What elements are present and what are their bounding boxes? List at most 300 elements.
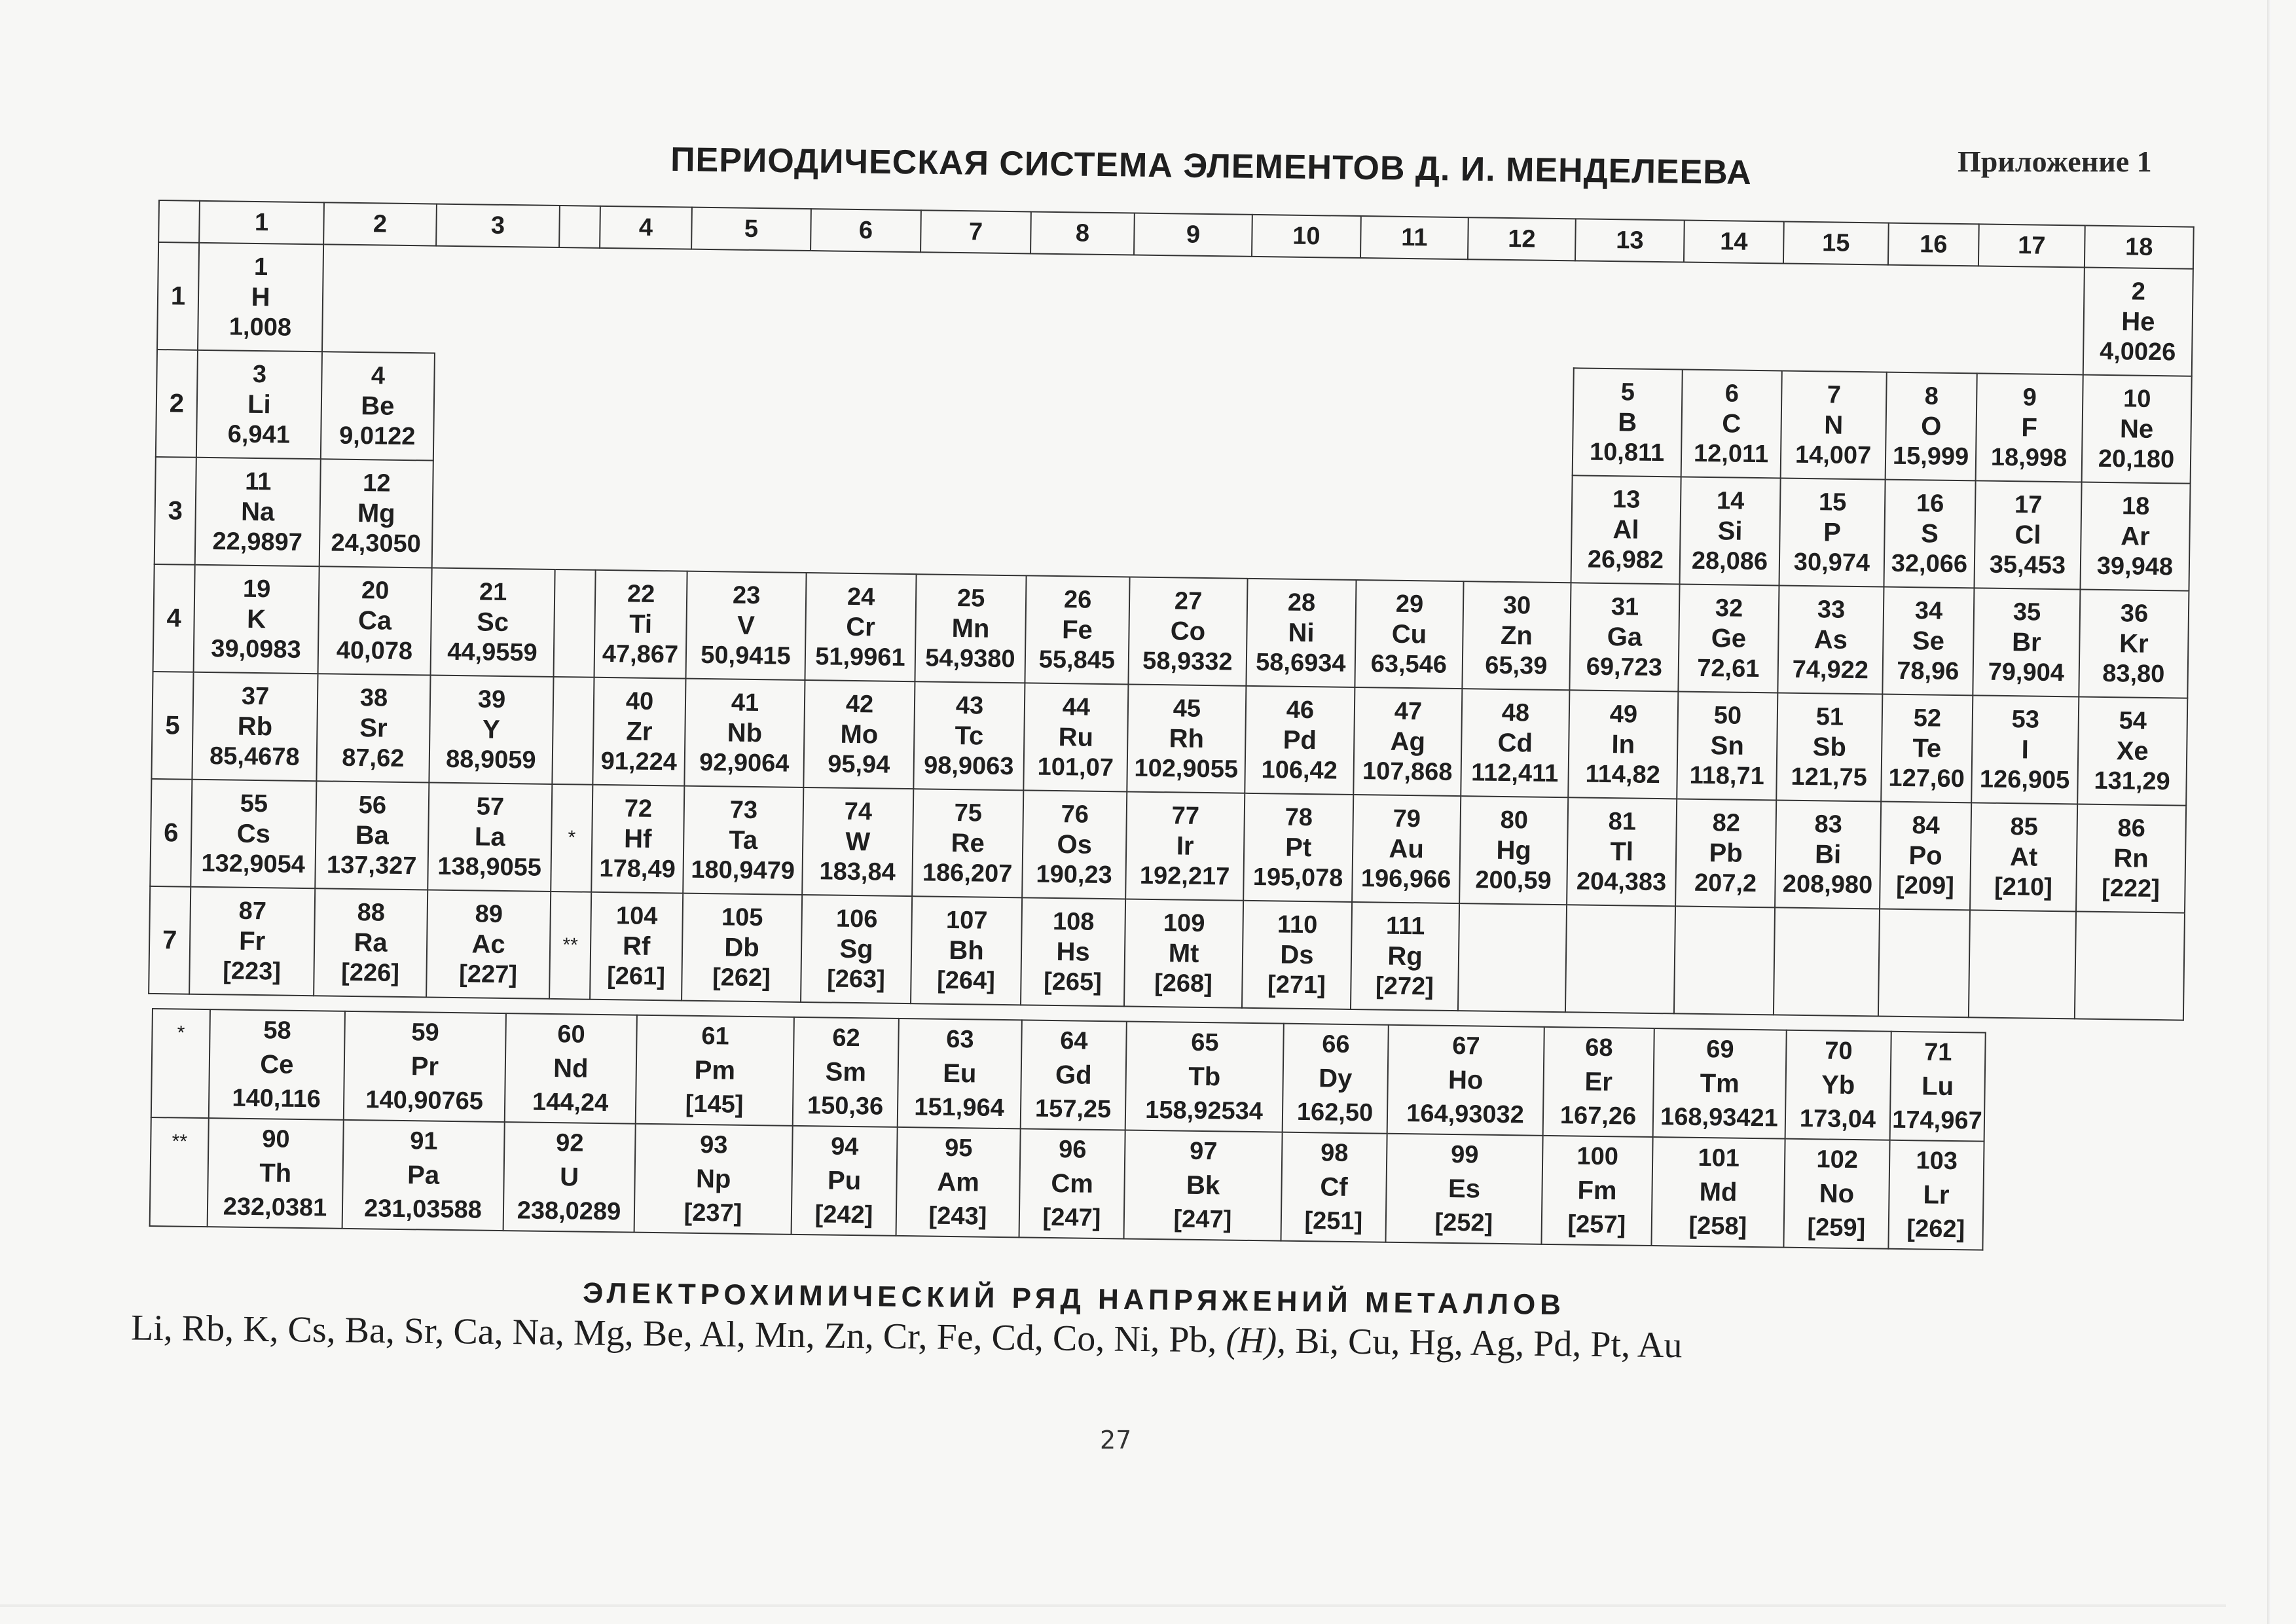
appendix-label: Приложение 1: [1958, 145, 2152, 178]
atomic-mass: [237]: [683, 1199, 742, 1227]
element-symbol: K: [246, 604, 266, 634]
element-cell: [195, 458, 321, 566]
atomic-number: 4: [371, 362, 386, 390]
empty-cell: [1774, 907, 1880, 1016]
element-cell: [1573, 368, 1683, 477]
period-header: 5: [151, 672, 193, 780]
atomic-number: 24: [847, 583, 875, 611]
element-symbol: Nd: [553, 1054, 589, 1083]
element-cell: [1651, 1137, 1785, 1248]
element-cell: [2082, 375, 2192, 484]
element-cell: [801, 895, 912, 1003]
empty-cell: [554, 569, 596, 677]
element-symbol: Ru: [1058, 723, 1094, 752]
element-cell: [1777, 585, 1884, 694]
table-gap: [809, 251, 920, 359]
atomic-mass: 178,49: [599, 854, 676, 884]
element-cell: [1781, 370, 1887, 479]
element-symbol: Rf: [622, 931, 651, 961]
element-cell: [1976, 373, 2083, 482]
atomic-mass: 102,9055: [1134, 754, 1239, 784]
element-symbol: Cl: [2014, 520, 2041, 550]
element-symbol: Be: [361, 391, 395, 421]
table-corner: [158, 200, 200, 243]
table-gap: [1683, 262, 1783, 371]
f-block-table: [149, 1008, 1986, 1251]
atomic-mass: 26,982: [1587, 545, 1664, 575]
atomic-mass: 183,84: [819, 857, 896, 886]
element-cell: [1243, 793, 1353, 902]
element-cell: [1245, 686, 1355, 795]
atomic-mass: 18,998: [1990, 443, 2068, 473]
f-block-wrapper: [149, 1008, 1986, 1251]
element-cell: [1128, 577, 1247, 685]
atomic-number: 60: [557, 1020, 585, 1049]
atomic-number: 88: [357, 899, 386, 927]
atomic-number: 99: [1450, 1140, 1479, 1169]
element-cell: [318, 566, 432, 675]
element-symbol: Ni: [1288, 618, 1315, 648]
element-cell: [1543, 1027, 1654, 1137]
atomic-mass: 112,411: [1470, 759, 1559, 788]
atomic-number: 69: [1705, 1036, 1734, 1064]
atomic-mass: 69,723: [1586, 653, 1663, 682]
atomic-mass: [223]: [222, 957, 282, 986]
atomic-mass: 95,94: [827, 750, 890, 779]
element-cell: [191, 780, 316, 888]
atomic-number: 21: [479, 578, 507, 607]
atomic-number: 13: [1612, 486, 1641, 514]
atomic-number: 53: [2011, 706, 2040, 734]
element-cell: [1881, 695, 1973, 803]
atomic-number: 54: [2119, 707, 2147, 735]
element-symbol: F: [2021, 413, 2038, 442]
element-cell: [1125, 1021, 1284, 1132]
element-symbol: Au: [1389, 834, 1425, 864]
atomic-number: 3: [252, 360, 267, 389]
atomic-mass: 15,999: [1892, 442, 1969, 471]
atomic-mass: [262]: [712, 964, 771, 992]
atomic-mass: 10,811: [1589, 438, 1665, 467]
element-symbol: Rn: [2113, 844, 2149, 873]
element-symbol: Ca: [357, 606, 392, 636]
element-cell: [342, 1120, 505, 1231]
element-cell: [1783, 1139, 1889, 1249]
element-cell: [1281, 1132, 1387, 1242]
atomic-mass: [209]: [1895, 871, 1955, 900]
atomic-number: 32: [1715, 594, 1743, 623]
element-symbol: Mn: [951, 613, 990, 643]
page-title: ПЕРИОДИЧЕСКАЯ СИСТЕМА ЭЛЕМЕНТОВ Д. И. МЕНДЕЛЕЕВА: [670, 140, 1753, 192]
element-symbol: No: [1819, 1179, 1855, 1209]
element-cell: [802, 787, 913, 896]
atomic-mass: 98,9063: [923, 751, 1014, 781]
element-symbol: Pr: [410, 1052, 439, 1081]
element-symbol: Fr: [238, 926, 266, 956]
atomic-number: 46: [1286, 696, 1315, 725]
period-header: 6: [150, 779, 192, 887]
atomic-number: 109: [1163, 909, 1205, 938]
atomic-number: 48: [1501, 698, 1530, 727]
table-gap: [1782, 263, 1888, 372]
atomic-mass: 55,845: [1038, 645, 1116, 675]
group-header: 3: [436, 204, 560, 247]
atomic-mass: 168,93421: [1660, 1103, 1779, 1132]
atomic-number: 80: [1500, 806, 1529, 835]
atomic-mass: 140,116: [232, 1084, 321, 1113]
element-cell: [319, 459, 433, 568]
atomic-mass: 40,078: [336, 636, 413, 666]
atomic-number: 35: [2013, 598, 2041, 626]
element-cell: [1571, 475, 1681, 584]
element-symbol: Mt: [1168, 939, 1199, 968]
element-symbol: Dy: [1318, 1064, 1353, 1094]
element-symbol: Cu: [1391, 619, 1427, 649]
element-cell: [431, 568, 555, 677]
element-symbol: Tl: [1610, 837, 1634, 867]
table-gap: [558, 247, 600, 355]
element-cell: [1569, 583, 1679, 691]
atomic-mass: 92,9064: [699, 748, 790, 778]
element-symbol: Li: [247, 389, 271, 420]
atomic-mass: 65,39: [1485, 651, 1548, 680]
atomic-number: 19: [242, 575, 271, 604]
atomic-number: 45: [1173, 695, 1201, 723]
element-cell: [1680, 477, 1781, 585]
electrochemical-series-title: ЭЛЕКТРОХИМИЧЕСКИЙ РЯД НАПРЯЖЕНИЙ МЕТАЛЛОВ: [582, 1276, 1566, 1322]
element-symbol: Hs: [1056, 937, 1090, 967]
atomic-number: 14: [1716, 487, 1745, 515]
atomic-number: 101: [1698, 1144, 1740, 1172]
element-cell: [912, 789, 1023, 897]
atomic-mass: 186,207: [922, 859, 1013, 888]
atomic-mass: [222]: [2101, 874, 2160, 903]
atomic-mass: 132,9054: [201, 849, 306, 879]
element-cell: [1385, 1134, 1542, 1244]
atomic-mass: [242]: [814, 1200, 873, 1229]
element-cell: [344, 1011, 506, 1122]
element-symbol: Re: [951, 828, 985, 858]
element-symbol: Tm: [1700, 1068, 1740, 1098]
atomic-mass: 195,078: [1252, 863, 1343, 892]
element-symbol: Ho: [1448, 1065, 1484, 1095]
element-symbol: Ds: [1280, 940, 1314, 970]
atomic-number: 37: [241, 682, 270, 711]
atomic-number: 55: [240, 789, 268, 818]
atomic-mass: 24,3050: [331, 529, 422, 558]
element-symbol: Sn: [1710, 731, 1745, 761]
atomic-number: 44: [1062, 693, 1091, 721]
atomic-number: 26: [1063, 586, 1092, 614]
element-cell: [1125, 791, 1245, 900]
element-cell: [1025, 575, 1129, 684]
period-header: 4: [153, 564, 195, 672]
atomic-number: 20: [361, 577, 390, 605]
element-cell: [1387, 1025, 1544, 1136]
atomic-mass: 101,07: [1037, 753, 1114, 782]
element-cell: [1242, 901, 1352, 1009]
element-cell: [1351, 902, 1459, 1011]
element-cell: [911, 896, 1022, 1005]
element-cell: [805, 573, 916, 681]
element-cell: [503, 1122, 636, 1233]
element-cell: [1970, 803, 2077, 911]
atomic-number: 8: [1924, 382, 1939, 410]
group-header: 1: [199, 201, 324, 244]
atomic-mass: 6,941: [227, 420, 291, 449]
element-cell: [1352, 795, 1461, 903]
group-header: 5: [691, 208, 811, 251]
table-gap: [808, 358, 919, 467]
table-gap: [1248, 471, 1358, 580]
atomic-mass: [210]: [1994, 873, 2053, 901]
element-cell: [1567, 797, 1677, 906]
atomic-number: 82: [1712, 809, 1741, 837]
atomic-mass: 114,82: [1585, 760, 1661, 789]
atomic-number: 63: [946, 1025, 974, 1054]
element-cell: [208, 1118, 344, 1229]
atomic-number: 104: [615, 902, 658, 931]
group-header: 13: [1575, 219, 1685, 262]
atomic-mass: 208,980: [1782, 870, 1873, 899]
element-symbol: Ra: [354, 928, 388, 958]
element-symbol: Er: [1584, 1067, 1613, 1097]
element-cell: [1021, 897, 1125, 1006]
period-header: 2: [156, 350, 198, 458]
atomic-number: 28: [1287, 588, 1316, 617]
element-cell: [898, 1019, 1022, 1128]
group-header: 10: [1252, 215, 1361, 258]
element-symbol: Rh: [1169, 724, 1205, 753]
atomic-number: 71: [1923, 1038, 1952, 1066]
table-gap: [1887, 265, 1978, 374]
series-marker: **: [150, 1117, 209, 1227]
atomic-mass: 126,905: [1979, 765, 2070, 795]
atomic-number: 92: [555, 1129, 584, 1157]
element-symbol: Es: [1448, 1174, 1481, 1204]
page-edge: [2267, 0, 2271, 1624]
element-symbol: Sb: [1812, 732, 1847, 762]
group-header: 18: [2085, 226, 2194, 269]
atomic-mass: 150,36: [807, 1092, 884, 1121]
element-symbol: Kr: [2119, 629, 2149, 659]
element-cell: [1884, 480, 1975, 588]
atomic-number: 23: [732, 581, 761, 610]
element-symbol: Co: [1170, 617, 1206, 646]
atomic-mass: 190,23: [1036, 860, 1112, 890]
element-symbol: P: [1823, 518, 1842, 547]
atomic-number: 65: [1191, 1028, 1219, 1057]
table-gap: [597, 355, 690, 464]
atomic-mass: [257]: [1567, 1210, 1626, 1239]
atomic-number: 86: [2117, 814, 2146, 842]
atomic-mass: 162,50: [1296, 1098, 1374, 1127]
atomic-mass: [252]: [1434, 1208, 1493, 1237]
atomic-mass: 47,867: [602, 640, 679, 669]
atomic-number: 58: [263, 1017, 291, 1045]
periodic-table: [148, 200, 2195, 1021]
empty-cell: [1969, 910, 2076, 1019]
atomic-mass: 50,9415: [700, 641, 791, 670]
atomic-mass: 58,9332: [1142, 647, 1233, 676]
table-gap: [596, 463, 689, 571]
element-cell: [209, 1009, 345, 1120]
atomic-mass: 20,180: [2098, 444, 2175, 474]
element-symbol: U: [559, 1163, 579, 1192]
empty-cell: [1674, 906, 1775, 1015]
atomic-number: 111: [1385, 912, 1425, 941]
atomic-mass: 173,04: [1799, 1104, 1876, 1134]
atomic-number: 91: [409, 1127, 438, 1155]
element-cell: [315, 781, 429, 890]
atomic-mass: 238,0289: [517, 1197, 621, 1226]
atomic-number: 85: [2010, 813, 2039, 841]
element-cell: [194, 565, 319, 674]
group-header: 11: [1360, 216, 1468, 259]
element-symbol: Md: [1699, 1177, 1738, 1207]
table-gap: [687, 464, 808, 573]
element-symbol: Eu: [942, 1058, 977, 1089]
atomic-number: 70: [1824, 1037, 1853, 1066]
element-symbol: Hg: [1496, 835, 1532, 865]
element-symbol: As: [1813, 625, 1848, 655]
element-cell: [429, 676, 553, 784]
element-symbol: H: [251, 282, 270, 312]
atomic-mass: 107,868: [1362, 757, 1453, 786]
element-symbol: S: [1920, 519, 1939, 549]
period-header: 3: [155, 457, 196, 565]
atomic-mass: 79,904: [1988, 658, 2065, 687]
atomic-mass: 121,75: [1791, 763, 1868, 792]
table-gap: [807, 465, 918, 574]
group-header: 16: [1888, 223, 1979, 266]
atomic-number: 42: [845, 690, 874, 719]
atomic-number: 79: [1393, 804, 1421, 833]
table-gap: [433, 353, 558, 462]
atomic-number: 77: [1171, 802, 1200, 830]
table-gap: [1131, 362, 1250, 471]
atomic-number: 102: [1816, 1146, 1859, 1174]
element-symbol: Ge: [1711, 624, 1747, 653]
table-gap: [1249, 364, 1359, 473]
atomic-mass: [268]: [1154, 969, 1213, 998]
table-gap: [1358, 365, 1467, 474]
element-symbol: Al: [1613, 515, 1639, 545]
page-bottom-edge: [0, 1604, 2226, 1607]
element-symbol: Se: [1912, 626, 1945, 656]
element-symbol: Pb: [1709, 839, 1743, 868]
atomic-mass: [271]: [1267, 971, 1326, 1000]
table-gap: [1359, 258, 1468, 367]
table-gap: [1467, 259, 1575, 368]
atomic-mass: 207,2: [1694, 869, 1757, 898]
table-gap: [1574, 261, 1684, 369]
element-cell: [1677, 691, 1777, 800]
atomic-number: 74: [844, 797, 873, 826]
element-cell: [1974, 480, 2081, 589]
atomic-mass: 39,948: [2096, 552, 2174, 581]
atomic-number: 31: [1611, 593, 1639, 621]
atomic-mass: 91,224: [600, 747, 678, 776]
atomic-number: 68: [1584, 1034, 1613, 1062]
element-cell: [1653, 1028, 1787, 1139]
empty-cell: [1458, 903, 1567, 1012]
element-cell: [1880, 802, 1971, 911]
element-symbol: Fe: [1061, 615, 1093, 645]
element-cell: [1461, 689, 1569, 797]
atomic-mass: 232,0381: [223, 1193, 327, 1222]
atomic-mass: 138,9055: [437, 852, 542, 882]
table-gap: [689, 357, 809, 465]
element-symbol: Pa: [407, 1161, 440, 1190]
element-symbol: In: [1611, 730, 1635, 759]
atomic-mass: 44,9559: [447, 638, 538, 667]
element-symbol: At: [2009, 842, 2038, 872]
element-cell: [1971, 695, 2079, 804]
element-cell: [682, 893, 802, 1002]
group-header: 9: [1134, 213, 1252, 257]
atomic-mass: 39,0983: [211, 635, 301, 664]
element-cell: [314, 888, 428, 997]
group-header: [559, 206, 600, 248]
element-symbol: Sg: [839, 934, 873, 964]
empty-cell: [552, 677, 594, 785]
element-cell: [634, 1124, 793, 1235]
element-cell: [792, 1126, 898, 1236]
atomic-number: 30: [1503, 591, 1531, 620]
atomic-mass: 74,922: [1792, 655, 1869, 685]
atomic-number: 27: [1174, 587, 1203, 615]
element-cell: [1019, 1128, 1125, 1238]
atomic-mass: 88,9059: [445, 745, 536, 774]
element-symbol: Cs: [236, 819, 271, 849]
element-cell: [1021, 1020, 1127, 1130]
element-symbol: Sm: [825, 1057, 867, 1087]
atomic-mass: 83,80: [2102, 659, 2165, 689]
atomic-number: 29: [1395, 590, 1424, 619]
element-symbol: Bi: [1814, 840, 1842, 869]
atomic-mass: [247]: [1042, 1203, 1101, 1232]
atomic-mass: [261]: [606, 962, 666, 991]
atomic-number: 103: [1916, 1147, 1958, 1176]
element-symbol: Xe: [2116, 736, 2149, 766]
atomic-number: 72: [624, 795, 653, 823]
group-header: 2: [323, 202, 437, 245]
table-gap: [435, 246, 559, 355]
element-symbol: V: [737, 611, 756, 640]
atomic-number: 36: [2120, 600, 2149, 628]
element-symbol: Zr: [626, 717, 653, 746]
atomic-mass: 22,9897: [212, 528, 303, 556]
lanthanide-marker: *: [551, 784, 592, 892]
table-gap: [917, 467, 1028, 575]
element-cell: [793, 1017, 899, 1127]
element-symbol: Gd: [1055, 1060, 1092, 1090]
element-symbol: W: [845, 827, 871, 857]
atomic-mass: [272]: [1375, 972, 1434, 1001]
atomic-mass: 140,90765: [365, 1086, 484, 1115]
atomic-mass: [251]: [1304, 1207, 1363, 1236]
element-cell: [1775, 800, 1881, 909]
atomic-mass: 9,0122: [338, 422, 416, 451]
element-symbol: Yb: [1821, 1070, 1855, 1100]
atomic-mass: [263]: [826, 965, 886, 994]
element-symbol: Lr: [1923, 1180, 1950, 1210]
atomic-mass: 87,62: [342, 744, 405, 772]
atomic-number: 12: [362, 469, 391, 497]
atomic-mass: 12,011: [1693, 439, 1769, 469]
atomic-mass: 30,974: [1793, 548, 1870, 577]
